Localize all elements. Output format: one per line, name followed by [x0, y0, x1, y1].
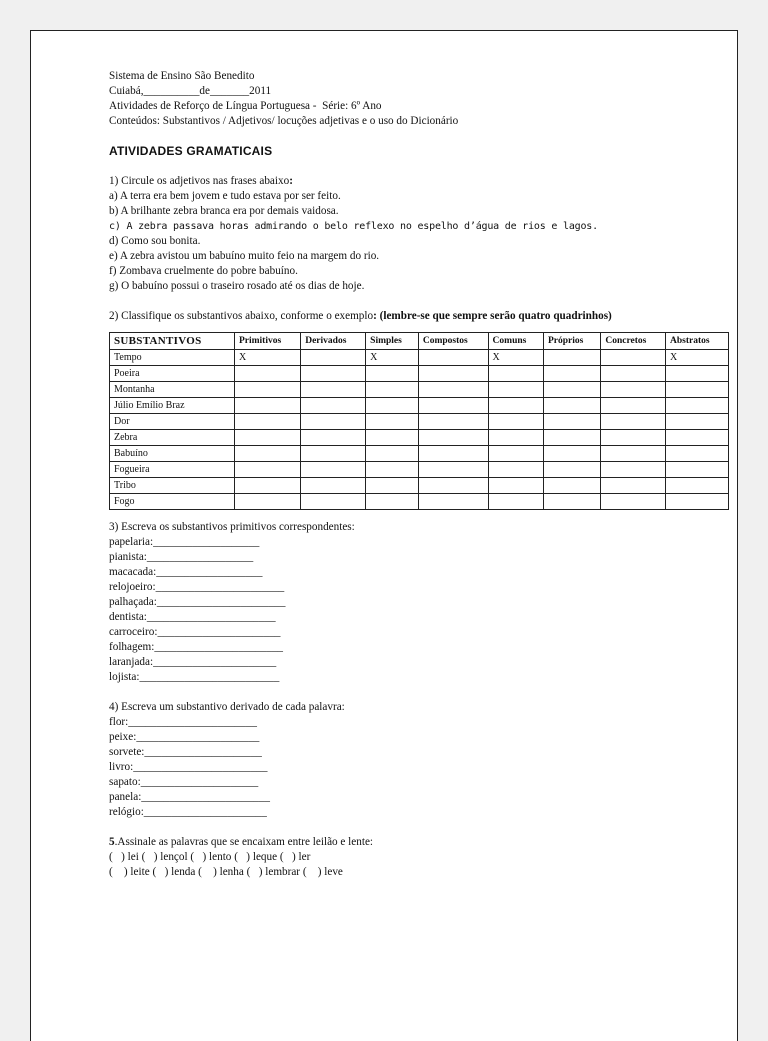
table-cell-mark[interactable] — [601, 430, 666, 446]
col-header-compostos: Compostos — [418, 333, 488, 350]
q5-options-line-1[interactable]: ( ) lei ( ) lençol ( ) lento ( ) leque ( ) ler — [109, 851, 311, 863]
table-cell-noun: Fogueira — [110, 462, 235, 478]
table-cell-mark[interactable] — [666, 446, 729, 462]
table-cell-mark[interactable] — [301, 350, 366, 366]
q1-prompt-colon: : — [289, 175, 293, 187]
table-cell-noun: Tribo — [110, 478, 235, 494]
table-cell-mark[interactable] — [301, 494, 366, 510]
q4-item-peixe[interactable]: peixe:______________________ — [109, 731, 260, 743]
table-cell-noun: Montanha — [110, 382, 235, 398]
table-cell-mark[interactable] — [234, 446, 300, 462]
col-header-abstratos: Abstratos — [666, 333, 729, 350]
table-cell-mark[interactable] — [234, 398, 300, 414]
table-cell-mark[interactable] — [543, 366, 600, 382]
table-cell-mark[interactable] — [234, 462, 300, 478]
table-row — [110, 430, 729, 446]
q3-item-folhagem[interactable]: folhagem:_______________________ — [109, 641, 284, 653]
table-header-row — [110, 333, 729, 350]
table-cell-mark[interactable] — [488, 414, 543, 430]
city-date-line: Cuiabá,__________de_______2011 — [109, 85, 272, 97]
table-row — [110, 494, 729, 510]
q1-item-a: a) A terra era bem jovem e tudo estava por ser feito. — [109, 190, 341, 202]
table-cell-mark[interactable] — [666, 398, 729, 414]
table-cell-mark[interactable] — [488, 478, 543, 494]
table-cell-noun: Dor — [110, 414, 235, 430]
table-cell-noun: Tempo — [110, 350, 235, 366]
question-4 — [109, 700, 669, 820]
table-cell-mark[interactable] — [666, 430, 729, 446]
table-row — [110, 478, 729, 494]
q5-prompt-text: .Assinale as palavras que se encaixam entre leilão e lente: — [114, 836, 374, 848]
table-row — [110, 462, 729, 478]
q4-item-sapato[interactable]: sapato:_____________________ — [109, 776, 259, 788]
table-cell-mark[interactable]: X — [366, 350, 419, 366]
section-title: ATIVIDADES GRAMATICAIS — [109, 144, 273, 158]
question-3 — [109, 520, 669, 685]
q4-item-panela[interactable]: panela:_______________________ — [109, 791, 270, 803]
table-row — [110, 446, 729, 462]
q4-item-livro[interactable]: livro:________________________ — [109, 761, 268, 773]
table-row — [110, 414, 729, 430]
table-cell-mark[interactable] — [601, 494, 666, 510]
table-cell-mark[interactable] — [301, 398, 366, 414]
table-cell-noun: Poeira — [110, 366, 235, 382]
school-name: Sistema de Ensino São Benedito — [109, 70, 255, 82]
table-cell-mark[interactable]: X — [488, 350, 543, 366]
col-header-derivados: Derivados — [301, 333, 366, 350]
table-cell-mark[interactable] — [543, 382, 600, 398]
table-cell-mark[interactable] — [601, 414, 666, 430]
table-cell-mark[interactable] — [488, 462, 543, 478]
col-header-substantivos: SUBSTANTIVOS — [110, 333, 235, 350]
document-content — [109, 69, 710, 895]
table-cell-mark[interactable] — [366, 478, 419, 494]
table-cell-mark[interactable] — [488, 446, 543, 462]
q1-item-e: e) A zebra avistou um babuíno muito feio na margem do rio. — [109, 250, 380, 262]
q1-item-c: c) A zebra passava horas admirando o belo reflexo no espelho d’água de rios e lagos. — [109, 221, 598, 232]
q3-item-palhacada[interactable]: palhaçada:_______________________ — [109, 596, 286, 608]
table-cell-mark[interactable] — [418, 366, 488, 382]
table-cell-mark[interactable]: X — [234, 350, 300, 366]
q1-item-f: f) Zombava cruelmente do pobre babuíno. — [109, 265, 298, 277]
col-header-simples: Simples — [366, 333, 419, 350]
table-cell-mark[interactable] — [366, 398, 419, 414]
table-cell-mark[interactable] — [301, 446, 366, 462]
classification-table — [109, 332, 729, 510]
table-cell-mark[interactable] — [234, 494, 300, 510]
col-header-comuns: Comuns — [488, 333, 543, 350]
table-cell-noun: Júlio Emílio Braz — [110, 398, 235, 414]
table-cell-mark[interactable] — [418, 350, 488, 366]
table-cell-mark[interactable] — [601, 478, 666, 494]
table-cell-noun: Zebra — [110, 430, 235, 446]
q4-item-flor[interactable]: flor:_______________________ — [109, 716, 257, 728]
table-cell-mark[interactable] — [234, 414, 300, 430]
table-cell-mark[interactable] — [543, 462, 600, 478]
table-cell-mark[interactable] — [666, 478, 729, 494]
q2-prompt — [109, 309, 669, 324]
table-cell-mark[interactable] — [418, 478, 488, 494]
table-cell-mark[interactable] — [366, 414, 419, 430]
table-cell-mark[interactable] — [666, 494, 729, 510]
table-row — [110, 350, 729, 366]
table-cell-mark[interactable] — [488, 398, 543, 414]
q3-item-dentista[interactable]: dentista:_______________________ — [109, 611, 276, 623]
q1-item-g: g) O babuíno possui o traseiro rosado até os dias de hoje. — [109, 280, 365, 292]
question-1 — [109, 174, 669, 294]
table-cell-mark[interactable] — [418, 494, 488, 510]
table-cell-mark[interactable] — [301, 366, 366, 382]
table-cell-mark[interactable] — [666, 462, 729, 478]
q1-item-d: d) Como sou bonita. — [109, 235, 201, 247]
q5-number: 5 — [109, 836, 115, 848]
table-cell-mark[interactable] — [601, 398, 666, 414]
q3-item-lojista[interactable]: lojista:_________________________ — [109, 671, 280, 683]
table-cell-mark[interactable] — [418, 446, 488, 462]
table-cell-mark[interactable] — [543, 494, 600, 510]
table-cell-mark[interactable] — [418, 398, 488, 414]
header-block — [109, 69, 669, 129]
table-cell-mark[interactable] — [543, 350, 600, 366]
table-cell-mark[interactable] — [543, 478, 600, 494]
table-cell-mark[interactable] — [488, 382, 543, 398]
activity-line: Atividades de Reforço de Língua Portuguesa - Série: 6º Ano — [109, 100, 382, 112]
table-cell-mark[interactable] — [601, 382, 666, 398]
table-cell-mark[interactable] — [666, 414, 729, 430]
table-cell-mark[interactable] — [601, 350, 666, 366]
col-header-proprios: Próprios — [543, 333, 600, 350]
table-cell-mark[interactable] — [366, 366, 419, 382]
col-header-primitivos: Primitivos — [234, 333, 300, 350]
question-5 — [109, 835, 669, 880]
table-cell-mark[interactable] — [234, 430, 300, 446]
q3-item-papelaria[interactable]: papelaria:___________________ — [109, 536, 260, 548]
table-cell-mark[interactable] — [418, 462, 488, 478]
table-cell-mark[interactable] — [418, 430, 488, 446]
table-row — [110, 382, 729, 398]
table-row — [110, 398, 729, 414]
q3-prompt: 3) Escreva os substantivos primitivos correspondentes: — [109, 521, 355, 533]
q4-prompt: 4) Escreva um substantivo derivado de cada palavra: — [109, 701, 345, 713]
table-cell-noun: Fogo — [110, 494, 235, 510]
table-cell-mark[interactable] — [601, 462, 666, 478]
q5-options-line-2[interactable]: ( ) leite ( ) lenda ( ) lenha ( ) lembrar ( ) leve — [109, 866, 343, 878]
document-page — [30, 30, 738, 1041]
table-cell-mark[interactable] — [601, 366, 666, 382]
table-cell-mark[interactable] — [301, 382, 366, 398]
table-cell-mark[interactable] — [666, 382, 729, 398]
table-cell-mark[interactable] — [666, 366, 729, 382]
table-cell-mark[interactable] — [601, 446, 666, 462]
table-cell-mark[interactable] — [301, 430, 366, 446]
q4-item-relogio[interactable]: relógio:______________________ — [109, 806, 267, 818]
contents-line: Conteúdos: Substantivos / Adjetivos/ locuções adjetivas e o uso do Dicionário — [109, 115, 459, 127]
table-cell-mark[interactable]: X — [666, 350, 729, 366]
q3-item-macacada[interactable]: macacada:___________________ — [109, 566, 263, 578]
table-cell-mark[interactable] — [301, 462, 366, 478]
table-cell-mark[interactable] — [543, 446, 600, 462]
table-cell-mark[interactable] — [366, 430, 419, 446]
table-cell-mark[interactable] — [366, 382, 419, 398]
table-cell-mark[interactable] — [301, 414, 366, 430]
q4-item-sorvete[interactable]: sorvete:_____________________ — [109, 746, 262, 758]
q2-prompt-text: 2) Classifique os substantivos abaixo, conforme o exemplo — [109, 310, 374, 322]
table-cell-mark[interactable] — [301, 478, 366, 494]
table-cell-mark[interactable] — [418, 414, 488, 430]
table-cell-mark[interactable] — [366, 462, 419, 478]
table-cell-mark[interactable] — [234, 478, 300, 494]
question-2 — [109, 309, 710, 510]
table-cell-mark[interactable] — [366, 494, 419, 510]
table-cell-mark[interactable] — [543, 430, 600, 446]
table-row — [110, 366, 729, 382]
table-cell-mark[interactable] — [488, 494, 543, 510]
q5-prompt — [109, 835, 669, 850]
q3-item-relojoeiro[interactable]: relojoeiro:_______________________ — [109, 581, 285, 593]
table-cell-mark[interactable] — [366, 446, 419, 462]
q1-prompt-text: 1) Circule os adjetivos nas frases abaixo — [109, 175, 290, 187]
table-cell-mark[interactable] — [234, 366, 300, 382]
q1-prompt — [109, 174, 669, 189]
q3-item-carroceiro[interactable]: carroceiro:______________________ — [109, 626, 281, 638]
table-cell-mark[interactable] — [543, 414, 600, 430]
q3-item-laranjada[interactable]: laranjada:______________________ — [109, 656, 277, 668]
table-body — [110, 350, 729, 510]
table-cell-mark[interactable] — [488, 430, 543, 446]
col-header-concretos: Concretos — [601, 333, 666, 350]
table-cell-mark[interactable] — [234, 382, 300, 398]
q1-item-b: b) A brilhante zebra branca era por demais vaidosa. — [109, 205, 339, 217]
table-cell-mark[interactable] — [543, 398, 600, 414]
table-cell-mark[interactable] — [418, 382, 488, 398]
table-cell-mark[interactable] — [488, 366, 543, 382]
q2-prompt-note: : (lembre-se que sempre serão quatro quadrinhos) — [373, 310, 612, 322]
table-cell-noun: Babuíno — [110, 446, 235, 462]
q3-item-pianista[interactable]: pianista:___________________ — [109, 551, 254, 563]
